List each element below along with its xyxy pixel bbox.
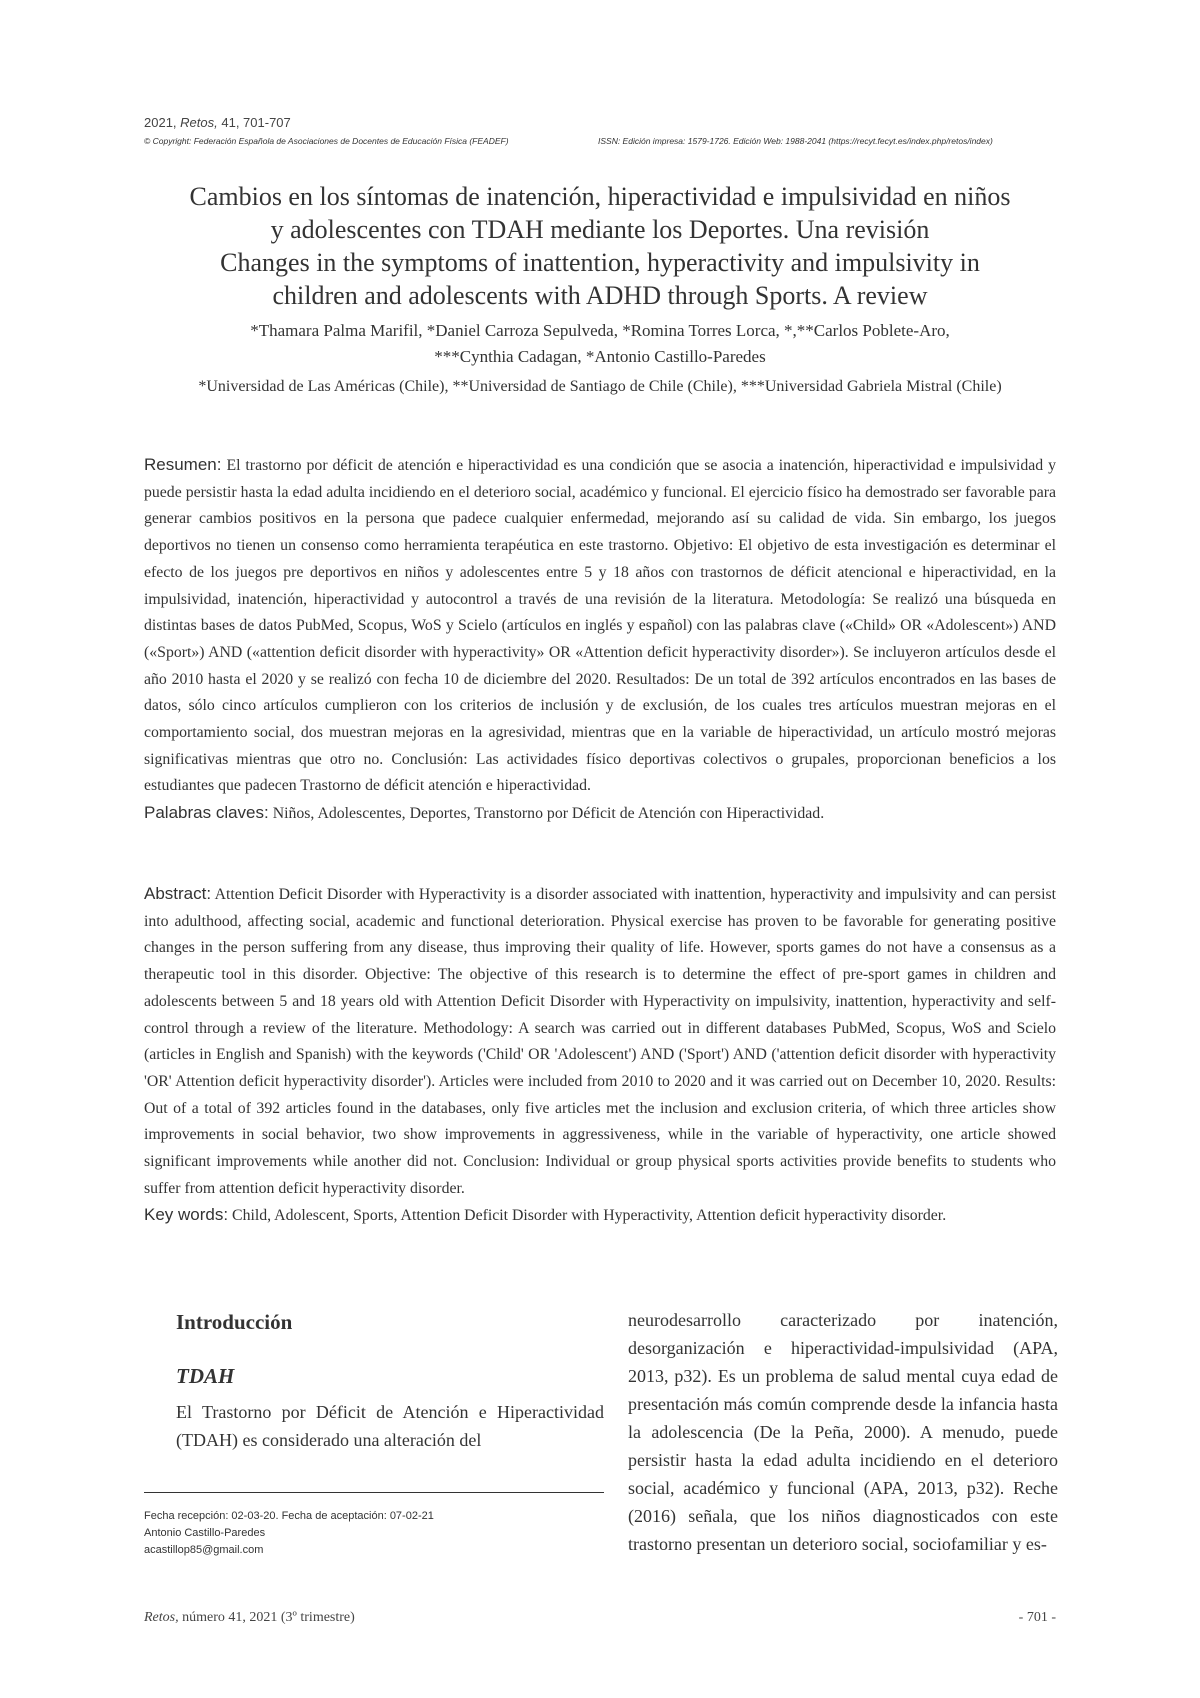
footer-issue: número 41, 2021 (3º trimestre) xyxy=(182,1610,355,1625)
conclusion-es-label: Conclusión: xyxy=(391,750,468,768)
issue-reference xyxy=(144,115,291,130)
abstract-label: Abstract: xyxy=(144,884,212,903)
results-text: Out of a total of 392 articles found in the databases, only five articles met the inclusion and exclusion criteria, of which three articles show improvements in social behavior, two show improvements in aggressiveness, while in the variable of hyperactivity, one article showed significant improvements while another did not. xyxy=(144,1099,1056,1171)
abstract-text: Attention Deficit Disorder with Hyperactivity is a disorder associated with inattention, hyperactivity and impulsivity and can persist into adulthood, affecting social, academic and functional deterioration. Physical exercise has proven to be favorable for generating positive changes in the person suffering from any disease, thus improving their quality of life. However, sports games do not have a consensus as a therapeutic tool in this disorder. xyxy=(144,886,1056,984)
conclusion-es-text: Las actividades físico deportivas colectivos o grupales, proporcionan beneficios a los estudiantes que padecen Trastorno de déficit atención e hiperactividad. xyxy=(144,750,1056,795)
key-words-text: Child, Adolescent, Sports, Attention Deficit Disorder with Hyperactivity, Attention deficit hyperactivity disorder. xyxy=(232,1207,947,1225)
page-number: - 701 - xyxy=(1018,1610,1056,1625)
intro-right-column: neurodesarrollo caracterizado por inatención, desorganización e hiperactividad-impulsividad (APA, 2013, p32). Es un problema de salud mental cuya edad de presentación más común comprende desde la infancia hasta la adolescencia (De la Peña, 2000). A menudo, puede persistir hasta la edad adulta incidiendo en el deterioro social, académico y funcional (APA, 2013, p32). Reche (2016) señala, que los niños diagnosticados con este trastorno presentan un deterioro social, sociofamiliar y es- xyxy=(628,1310,1058,1554)
objetivo-label: Objetivo: xyxy=(673,537,734,555)
footnote-divider xyxy=(144,1492,604,1493)
footnote-dates: Fecha recepción: 02-03-20. Fecha de aceptación: 07-02-21 xyxy=(144,1510,434,1522)
journal-name: Retos, xyxy=(180,115,218,130)
abstract-block xyxy=(144,881,1056,1230)
resumen-block xyxy=(144,452,1056,828)
objetivo-text: El objetivo de esta investigación es determinar el efecto de los juegos pre deportivos en niños y adolescentes entre 5 y 18 años con trastornos de déficit atencional e hiperactividad, en la impulsividad, inatención, hiperactividad y autocontrol a través de una revisión de la literatura. xyxy=(144,537,1057,608)
footer-journal: Retos, xyxy=(144,1610,179,1625)
objective-text: The objective of this research is to determine the effect of pre-sport games in children and adolescents between 5 and 18 years old with Attention Deficit Disorder with Hyperactivity on impulsivity, inattention, hyperactivity and self-control through a review of the literature. xyxy=(144,966,1057,1037)
tdah-subheading: TDAH xyxy=(176,1364,235,1388)
palabras-claves-text: Niños, Adolescentes, Deportes, Transtorno por Déficit de Atención con Hiperactividad. xyxy=(272,805,825,823)
objective-label: Objective: xyxy=(365,966,431,984)
affiliations: *Universidad de Las Américas (Chile), **Universidad de Santiago de Chile (Chile), ***Universidad Gabriela Mistral (Chile) xyxy=(198,378,1002,395)
copyright-notice: © Copyright: Federación Española de Asociaciones de Docentes de Educación Física (FEADEF) xyxy=(144,136,509,146)
title-es-line2: y adolescentes con TDAH mediante los Deportes. Una revisión xyxy=(270,215,930,244)
title-en-line1: Changes in the symptoms of inattention, hyperactivity and impulsivity in xyxy=(220,248,980,277)
footnote xyxy=(144,1508,604,1559)
intro-left-column xyxy=(176,1310,604,1454)
methodology-label: Methodology: xyxy=(423,1019,513,1037)
issue-pages: 41, 701-707 xyxy=(221,115,291,130)
footer-journal-issue xyxy=(144,1610,355,1626)
authors-line1: *Thamara Palma Marifil, *Daniel Carroza Sepulveda, *Romina Torres Lorca, *,**Carlos Poblete-Aro, xyxy=(250,321,950,340)
metodologia-label: Metodología: xyxy=(780,590,866,608)
intro-left-text: El Trastorno por Déficit de Atención e Hiperactividad (TDAH) es considerado una alteración del xyxy=(176,1402,604,1450)
footnote-author: Antonio Castillo-Paredes xyxy=(144,1527,266,1539)
results-label: Results: xyxy=(1005,1072,1057,1090)
issn-notice: ISSN: Edición impresa: 1579-1726. Edición Web: 1988-2041 (https://recyt.fecyt.es/index.php/retos/index) xyxy=(598,136,993,146)
conclusion-en-text: Individual or group physical sports activities provide benefits to students who suffer from attention deficit hyperactivity disorder. xyxy=(144,1153,1057,1197)
resumen-text: El trastorno por déficit de atención e hiperactividad es una condición que se asocia a inatención, hiperactividad e impulsividad y puede persistir hasta la edad adulta incidiendo en el deterioro social, académico y funcional. El ejercicio físico ha demostrado ser favorable para generar cambios positivos en la persona que padece cualquier enfermedad, mejorando así su calidad de vida. Sin embargo, los juegos deportivos no tienen un consenso como herramienta terapéutica en este trastorno. xyxy=(144,457,1057,555)
footnote-email: acastillop85@gmail.com xyxy=(144,1544,264,1556)
conclusion-en-label: Conclusion: xyxy=(463,1153,540,1171)
palabras-claves-label: Palabras claves: xyxy=(144,803,269,823)
key-words-label: Key words: xyxy=(144,1205,229,1225)
introduction-heading: Introducción xyxy=(176,1310,293,1334)
resultados-text: De un total de 392 artículos encontrados en las bases de datos, sólo cinco artículos cumplieron con los criterios de inclusión y de exclusión, de los cuales tres artículos muestran mejoras en el comportamiento social, dos muestran mejoras en la agresividad, mientras que en la variable de hiperactividad, un artículo mostró mejoras significativas mientras que otro no. xyxy=(144,670,1056,768)
resumen-label: Resumen: xyxy=(144,455,222,474)
paper-title xyxy=(144,180,1056,312)
title-es-line1: Cambios en los síntomas de inatención, hiperactividad e impulsividad en niños xyxy=(189,182,1011,211)
title-en-line2: children and adolescents with ADHD through Sports. A review xyxy=(272,281,928,310)
authors-line2: ***Cynthia Cadagan, *Antonio Castillo-Paredes xyxy=(434,347,766,366)
author-list xyxy=(144,318,1056,370)
methodology-text: A search was carried out in different databases PubMed, Scopus, WoS and Scielo (articles in English and Spanish) with the keywords ('Child' OR 'Adolescent') AND ('Sport') AND ('attention deficit disorder with hyperactivity 'OR' Attention deficit hyperactivity disorder'). Articles were included from 2010 to 2020 and it was carried out on December 10, 2020. xyxy=(144,1019,1057,1090)
resultados-label: Resultados: xyxy=(615,670,690,688)
metodologia-text: Se realizó una búsqueda en distintas bases de datos PubMed, Scopus, WoS y Scielo (artículos en inglés y español) con las palabras clave («Child» OR «Adolescent») AND («Sport») AND («attention deficit disorder with hyperactivity» OR «Attention deficit hyperactivity disorder»). Se incluyeron artículos desde el año 2010 hasta el 2020 y se realizó con fecha 10 de diciembre del 2020. xyxy=(144,590,1056,688)
issue-year: 2021, xyxy=(144,115,177,130)
